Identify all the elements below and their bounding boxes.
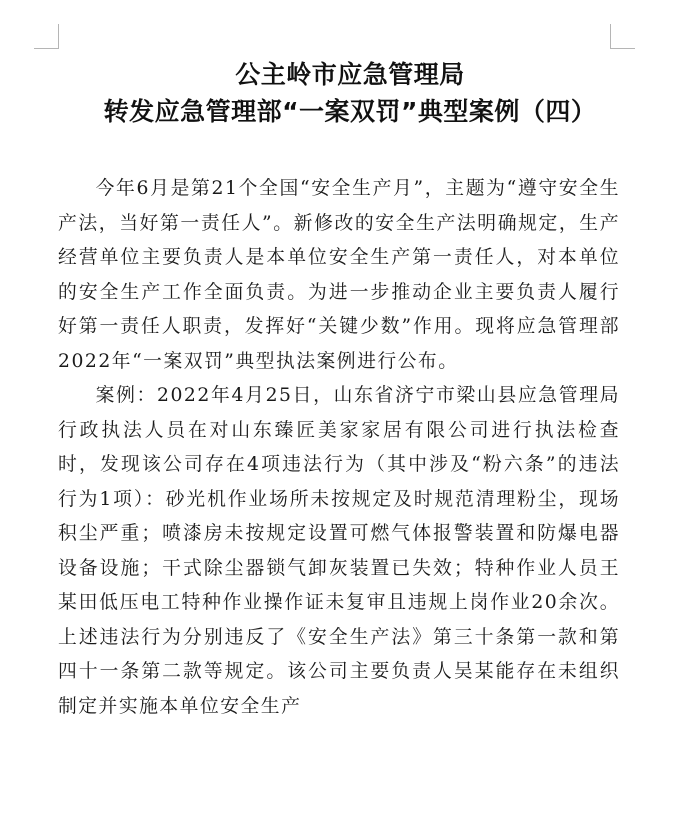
crop-mark-top-left xyxy=(34,24,59,49)
document-title-line2: 转发应急管理部“一案双罚”典型案例（四） xyxy=(103,97,597,126)
paragraph-intro: 今年6月是第21个全国“安全生产月”，主题为“遵守安全生产法，当好第一责任人”。新修改的安全生产法明确规定，生产经营单位主要负责人是本单位安全生产第一责任人，对本单位的安全生产工作全面负责。为进一步推动企业主要负责人履行好第一责任人职责，发挥好“关键少数”作用。现将应急管理部2022年“一案双罚”典型执法案例进行公布。 xyxy=(58,178,620,372)
document-body xyxy=(58,172,620,724)
crop-mark-top-right xyxy=(610,24,635,49)
paragraph-case: 案例：2022年4月25日，山东省济宁市梁山县应急管理局行政执法人员在对山东臻匠美家家居有限公司进行执法检查时，发现该公司存在4项违法行为（其中涉及“粉六条”的违法行为1项）：砂光机作业场所未按规定及时规范清理粉尘，现场积尘严重；喷漆房未按规定设置可燃气体报警装置和防爆电器设备设施；干式除尘器锁气卸灰装置已失效；特种作业人员王某田低压电工特种作业操作证未复审且违规上岗作业20余次。上述违法行为分别违反了《安全生产法》第三十条第一款和第四十一条第二款等规定。该公司主要负责人吴某能存在未组织制定并实施本单位安全生产 xyxy=(58,385,620,717)
document-title-line1: 公主岭市应急管理局 xyxy=(235,60,465,89)
